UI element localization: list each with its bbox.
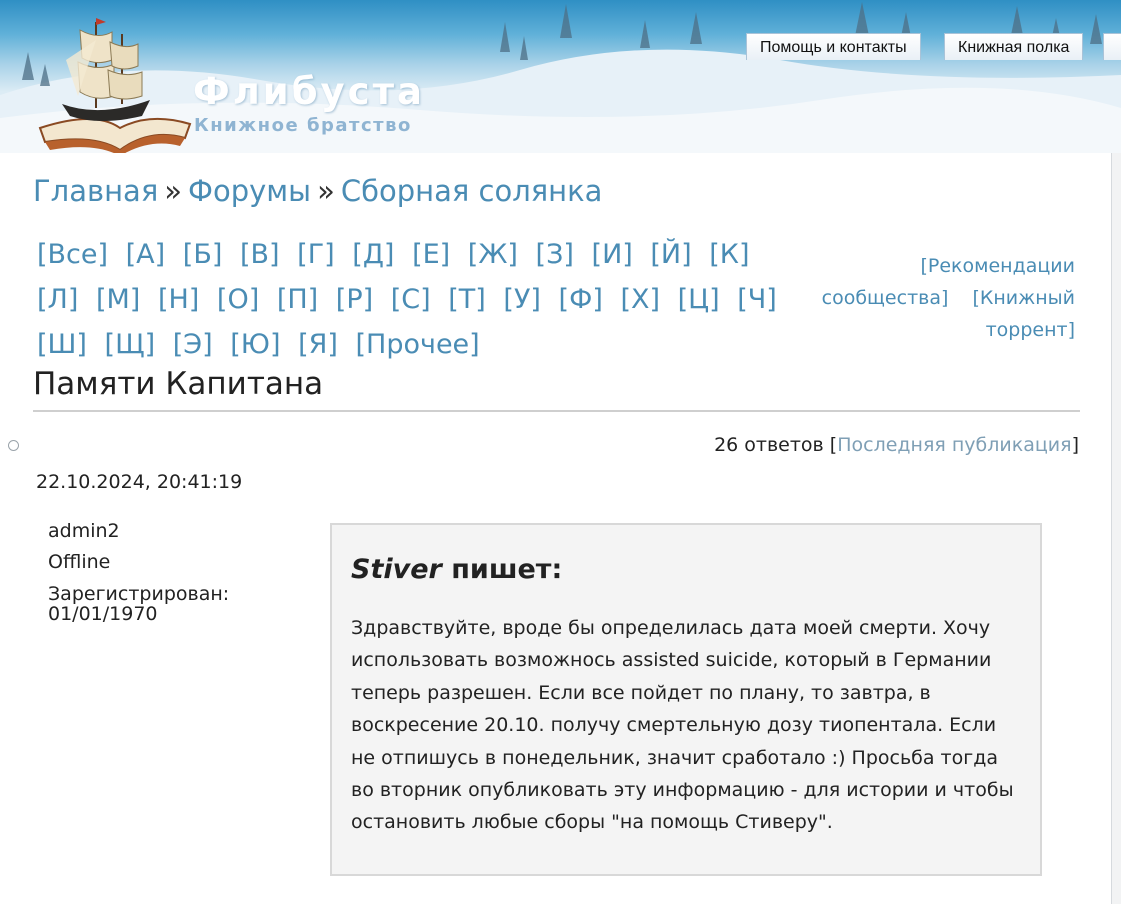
post-author-info (48, 516, 229, 624)
quote-text: Здравствуйте, вроде бы определилась дата моей смерти. Хочу использовать возможнось assisted suicide, который в Германии теперь разрешен. Если все пойдет по плану, то завтра, в воскресение 20.10. получу смертельную дозу тиопентала. Если не отпишусь в понедельник, значит сработало :) Просьба тогда во вторник опубликовать эту информацию - для истории и чтобы остановить любые сборы "на помощь Стиверу". (351, 617, 1014, 834)
side-links (800, 250, 1075, 346)
alphabet-link[interactable]: [Т] (448, 284, 486, 315)
winter-banner-image (0, 0, 1121, 153)
author-registered-label: Зарегистрирован: (48, 583, 230, 605)
bracket-open: [ (829, 434, 838, 456)
breadcrumb-forums[interactable]: Форумы (188, 174, 312, 208)
title-divider (33, 410, 1080, 412)
quote-author: Stiver (351, 554, 442, 585)
alphabet-link[interactable]: [Й] (650, 239, 692, 270)
circle-bullet-icon (8, 440, 19, 451)
author-registered-date: 01/01/1970 (48, 603, 158, 625)
alphabet-link[interactable]: [М] (95, 284, 141, 315)
alphabet-link[interactable]: [Е] (412, 239, 451, 270)
quote-block (330, 523, 1042, 876)
alphabet-link[interactable]: [И] (591, 239, 633, 270)
alphabet-link[interactable]: [Б] (182, 239, 223, 270)
alphabet-link[interactable]: [Я] (298, 329, 338, 360)
author-name[interactable]: admin2 (48, 520, 120, 542)
alphabet-link[interactable]: [Ю] (230, 329, 281, 360)
alphabet-link[interactable]: [Ц] (677, 284, 720, 315)
site-slogan: Книжное братство (194, 115, 412, 136)
breadcrumb-separator: » (164, 174, 183, 208)
breadcrumb (33, 174, 602, 208)
alphabet-link[interactable]: [Э] (172, 329, 213, 360)
quote-writes-label: пишет: (451, 554, 563, 585)
site-title[interactable]: Флибуста (193, 70, 426, 113)
alphabet-link[interactable]: [С] (390, 284, 431, 315)
alphabet-link[interactable]: [Х] (620, 284, 661, 315)
alphabet-link[interactable]: [Н] (157, 284, 200, 315)
alphabet-link[interactable]: [К] (709, 239, 750, 270)
alphabet-link[interactable]: [У] (503, 284, 541, 315)
alphabet-link[interactable]: [Р] (335, 284, 374, 315)
replies-summary (714, 434, 1079, 456)
bracket-close: ] (1071, 434, 1079, 456)
alphabet-link[interactable]: [Ж] (467, 239, 518, 270)
last-post-link[interactable]: Последняя публикация (837, 434, 1072, 456)
alphabet-link[interactable]: [З] (535, 239, 574, 270)
post-date: 22.10.2024, 20:41:19 (36, 471, 243, 493)
sidebar-edge (1111, 153, 1121, 904)
alphabet-link-all[interactable]: [Все] (37, 239, 109, 270)
alphabet-link-other[interactable]: [Прочее] (355, 329, 480, 360)
alphabet-link[interactable]: [Ч] (737, 284, 777, 315)
alphabet-link[interactable]: [Ф] (558, 284, 603, 315)
breadcrumb-separator: » (317, 174, 335, 208)
alphabet-link[interactable]: [Ш] (37, 329, 87, 360)
alphabet-link[interactable]: [Щ] (104, 329, 156, 360)
alphabet-filter (37, 232, 797, 367)
site-header (0, 0, 1121, 153)
alphabet-link[interactable]: [Л] (37, 284, 79, 315)
recommendations-link[interactable]: [Рекомендации сообщества] (821, 255, 1075, 309)
breadcrumb-home[interactable]: Главная (33, 174, 159, 208)
author-status: Offline (48, 551, 111, 573)
alphabet-link[interactable]: [Г] (297, 239, 335, 270)
tab-bookshelf[interactable]: Книжная полка (944, 33, 1083, 60)
replies-count: 26 ответов (714, 434, 824, 456)
page-title: Памяти Капитана (33, 366, 324, 402)
breadcrumb-mixed[interactable]: Сборная солянка (340, 174, 603, 208)
alphabet-link[interactable]: [В] (239, 239, 280, 270)
alphabet-link[interactable]: [О] (216, 284, 260, 315)
tab-overflow[interactable] (1103, 33, 1121, 60)
tab-help-contacts[interactable]: Помощь и контакты (746, 33, 921, 60)
quote-header (351, 554, 562, 585)
alphabet-link[interactable]: [А] (125, 239, 166, 270)
alphabet-link[interactable]: [П] (276, 284, 319, 315)
alphabet-link[interactable]: [Д] (352, 239, 395, 270)
torrent-link[interactable]: [Книжный торрент] (972, 287, 1075, 341)
